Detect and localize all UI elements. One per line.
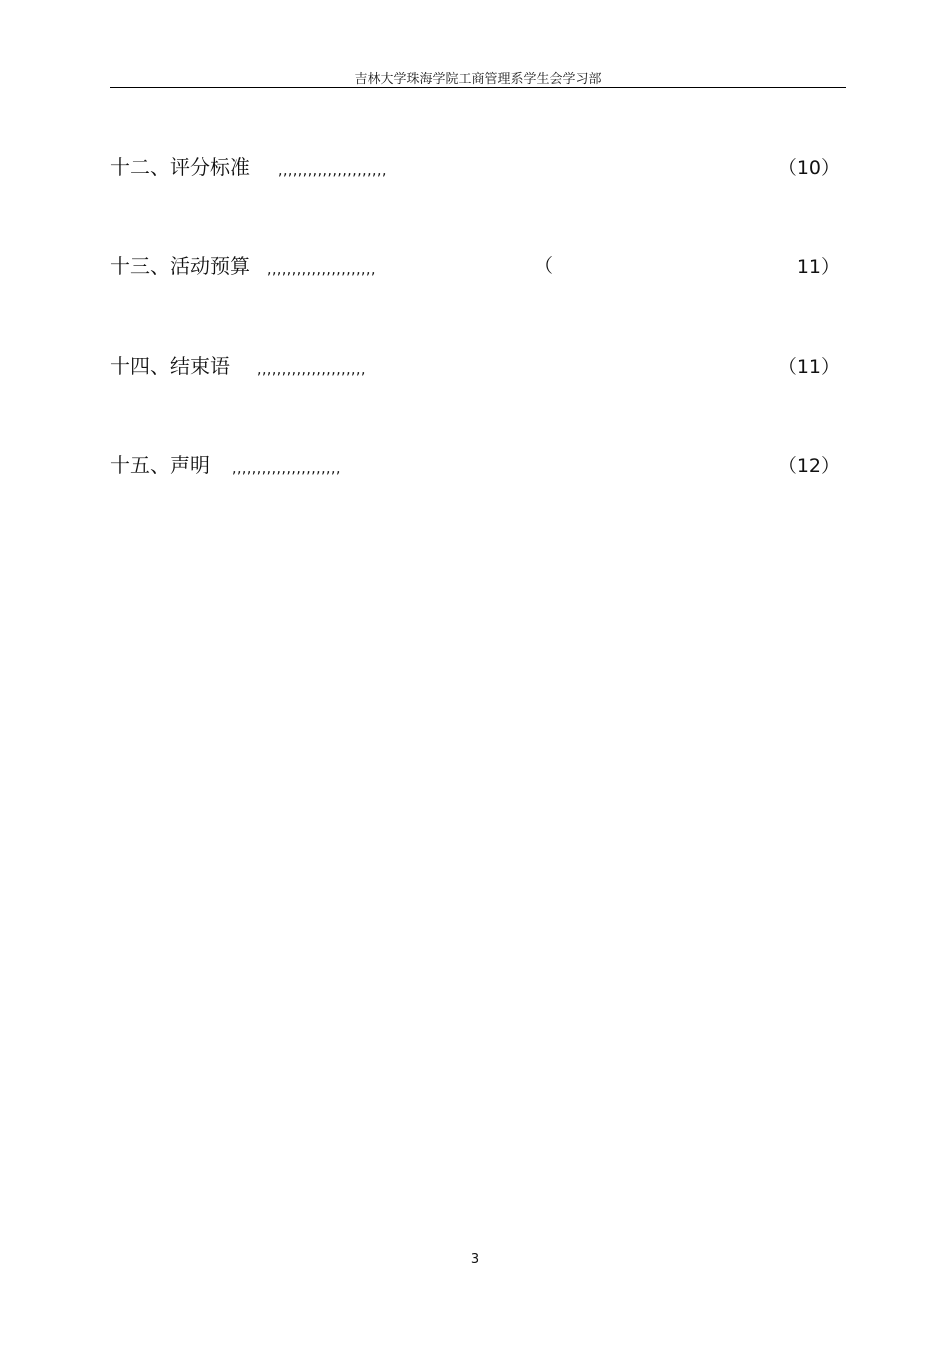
toc-entry-14[interactable] [110,352,840,382]
toc-page-number: 11） [796,256,840,278]
header-rule [110,87,846,88]
toc-page-number: （10） [777,157,840,179]
toc-page-number: （11） [777,356,840,378]
toc-leader-dots: ,,,,,,,,,,,,,,,,,,,,,, [232,461,341,477]
header-text: 吉林大学珠海学院工商管理系学生会学习部 [354,72,602,87]
toc-stray-paren: （ [534,255,554,277]
page-number: 3 [470,1252,480,1267]
toc-title: 十五、声明 [110,453,210,477]
toc-entry-13[interactable] [110,252,840,282]
toc-entry-15[interactable] [110,451,840,481]
toc-leader-dots: ,,,,,,,,,,,,,,,,,,,,,, [257,362,366,378]
toc-title: 十三、活动预算 [110,254,250,278]
toc-leader-dots: ,,,,,,,,,,,,,,,,,,,,,, [267,262,376,278]
toc-entry-12[interactable] [110,153,840,183]
toc-title: 十二、评分标准 [110,155,250,179]
toc-title: 十四、结束语 [110,354,230,378]
toc-page-number: （12） [777,455,840,477]
toc-leader-dots: ,,,,,,,,,,,,,,,,,,,,,, [278,163,387,179]
